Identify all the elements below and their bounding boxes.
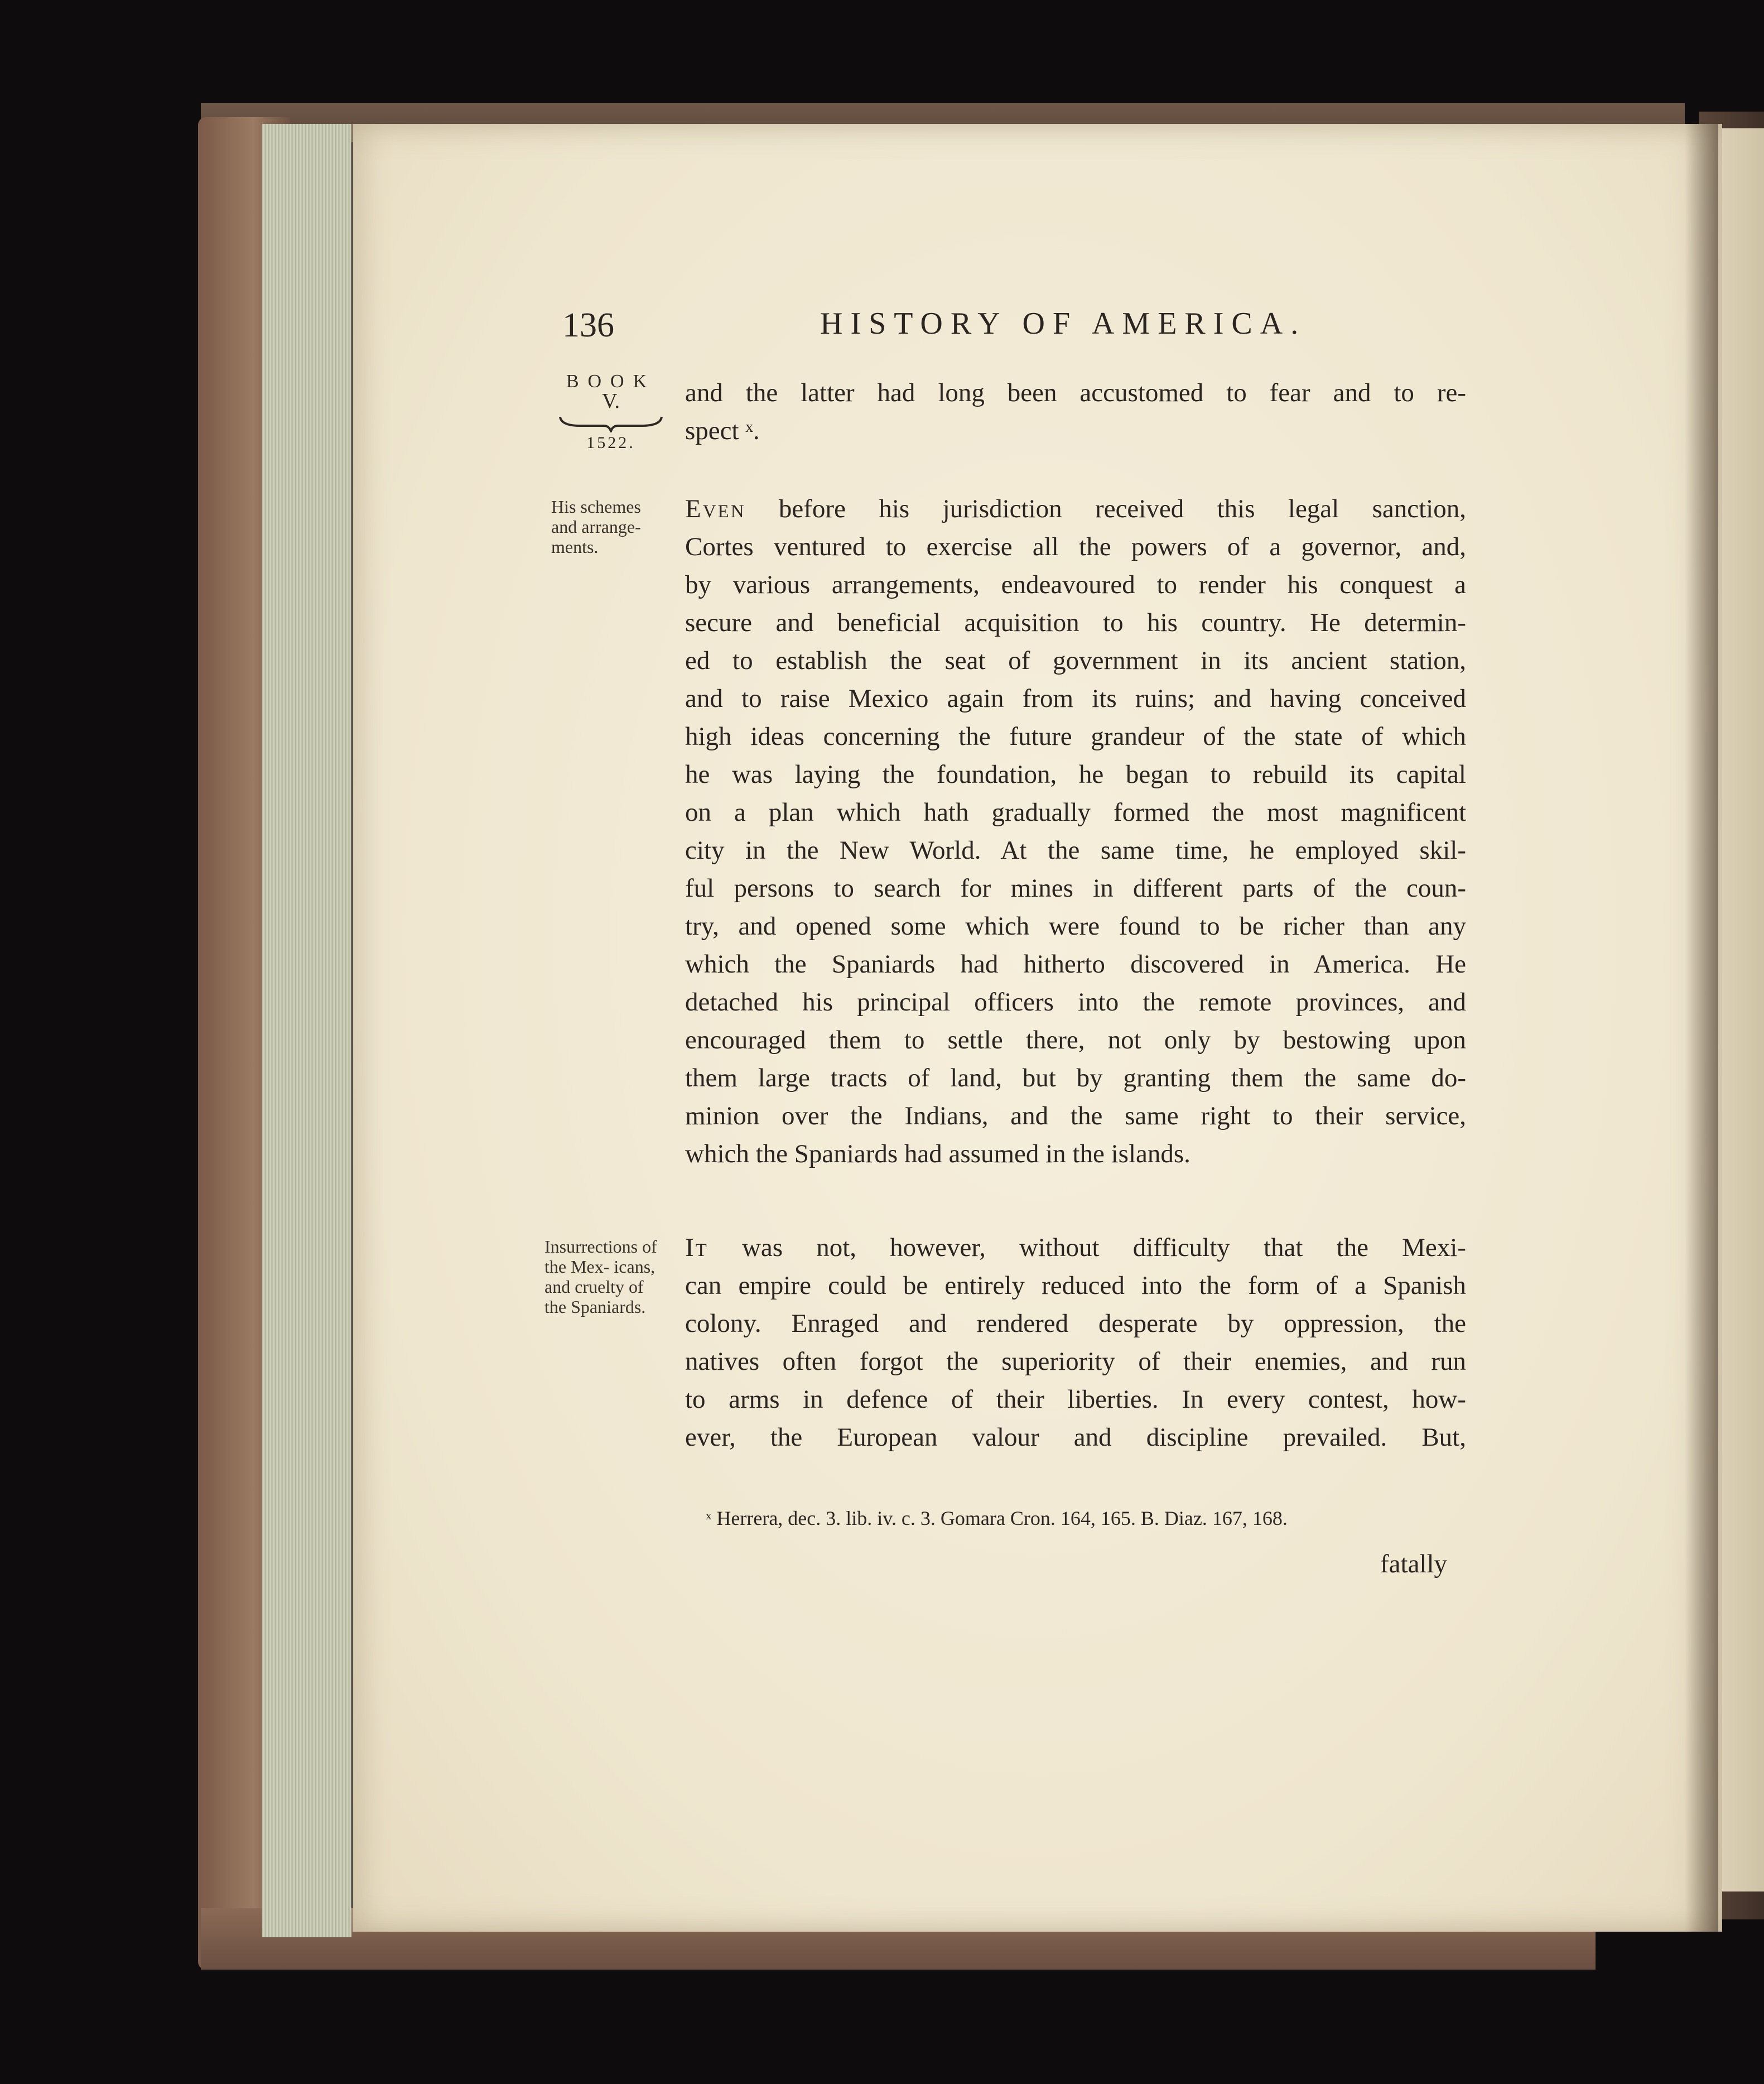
text-line: try, and opened some which were found to be richer than any <box>685 912 1466 941</box>
running-title: HISTORY OF AMERICA. <box>820 306 1307 341</box>
text-line: them large tracts of land, but by granting them the same do- <box>685 1063 1466 1092</box>
text-line: he was laying the foundation, he began to rebuild its capital <box>685 760 1466 789</box>
book-number: V. <box>601 389 620 413</box>
text-line: detached his principal officers into the remote provinces, and <box>685 988 1466 1017</box>
text-line: secure and beneficial acquisition to his country. He determin- <box>685 608 1466 637</box>
text-line: Cortes ventured to exercise all the powers of a governor, and, <box>685 532 1466 561</box>
lead-word: It <box>685 1233 709 1262</box>
text-line: natives often forgot the superiority of their enemies, and run <box>685 1347 1466 1376</box>
text-line-rest: was not, however, without difficulty that the Mexi- <box>708 1233 1466 1262</box>
text-line: and to raise Mexico again from its ruins; and having conceived <box>685 684 1466 713</box>
page-header <box>562 306 1361 350</box>
text-line: colony. Enraged and rendered desperate by oppression, the <box>685 1309 1466 1338</box>
book-year: 1522. <box>586 434 635 452</box>
paragraph-continuation <box>685 374 1466 450</box>
page-gutter-shadow <box>1685 124 1718 1932</box>
text-line: by various arrangements, endeavoured to render his conquest a <box>685 570 1466 599</box>
text-line: and the latter had long been accustomed to fear and to re- <box>685 378 1466 407</box>
text-line: minion over the Indians, and the same right to their service, <box>685 1101 1466 1130</box>
text-line: can empire could be entirely reduced into the form of a Spanish <box>685 1271 1466 1300</box>
text-line-first <box>685 490 1466 528</box>
page-edges <box>262 124 351 1937</box>
margin-note-schemes: His schemes and arrange- ments. <box>551 497 641 557</box>
text-line: high ideas concerning the future grandeur of the state of which <box>685 722 1466 751</box>
text-line: encouraged them to settle there, not only by bestowing upon <box>685 1026 1466 1055</box>
catchword: fatally <box>1380 1549 1448 1578</box>
book-marker <box>552 371 669 453</box>
paragraph-insurrections <box>685 1229 1466 1456</box>
footnote: ˣ Herrera, dec. 3. lib. iv. c. 3. Gomara Cron. 164, 165. B. Diaz. 167, 168. <box>706 1507 1288 1529</box>
lead-word: Even <box>685 494 746 523</box>
margin-note-insurrections: Insurrections of the Mex- icans, and cruelty of the Spaniards. <box>544 1236 657 1317</box>
text-line: on a plan which hath gradually formed the most magnificent <box>685 798 1466 827</box>
paragraph-schemes <box>685 490 1466 1173</box>
text-line: to arms in defence of their liberties. In every contest, how- <box>685 1385 1466 1414</box>
text-line: ed to establish the seat of government in its ancient station, <box>685 646 1466 675</box>
facing-page-edge <box>1715 128 1764 1892</box>
text-line: which the Spaniards had assumed in the islands. <box>685 1139 1191 1168</box>
text-line: which the Spaniards had hitherto discovered in America. He <box>685 950 1466 979</box>
book-label: BOOK <box>566 371 656 392</box>
page-number: 136 <box>562 306 614 344</box>
text-line-first <box>685 1229 1466 1267</box>
text-line: ever, the European valour and discipline prevailed. But, <box>685 1423 1466 1452</box>
text-line: city in the New World. At the same time, he employed skil- <box>685 836 1466 865</box>
text-line-rest: before his jurisdiction received this legal sanction, <box>745 494 1466 523</box>
text-line: spect ˣ. <box>685 416 760 445</box>
brace-ornament <box>558 413 664 432</box>
text-line: ful persons to search for mines in different parts of the coun- <box>685 874 1466 903</box>
